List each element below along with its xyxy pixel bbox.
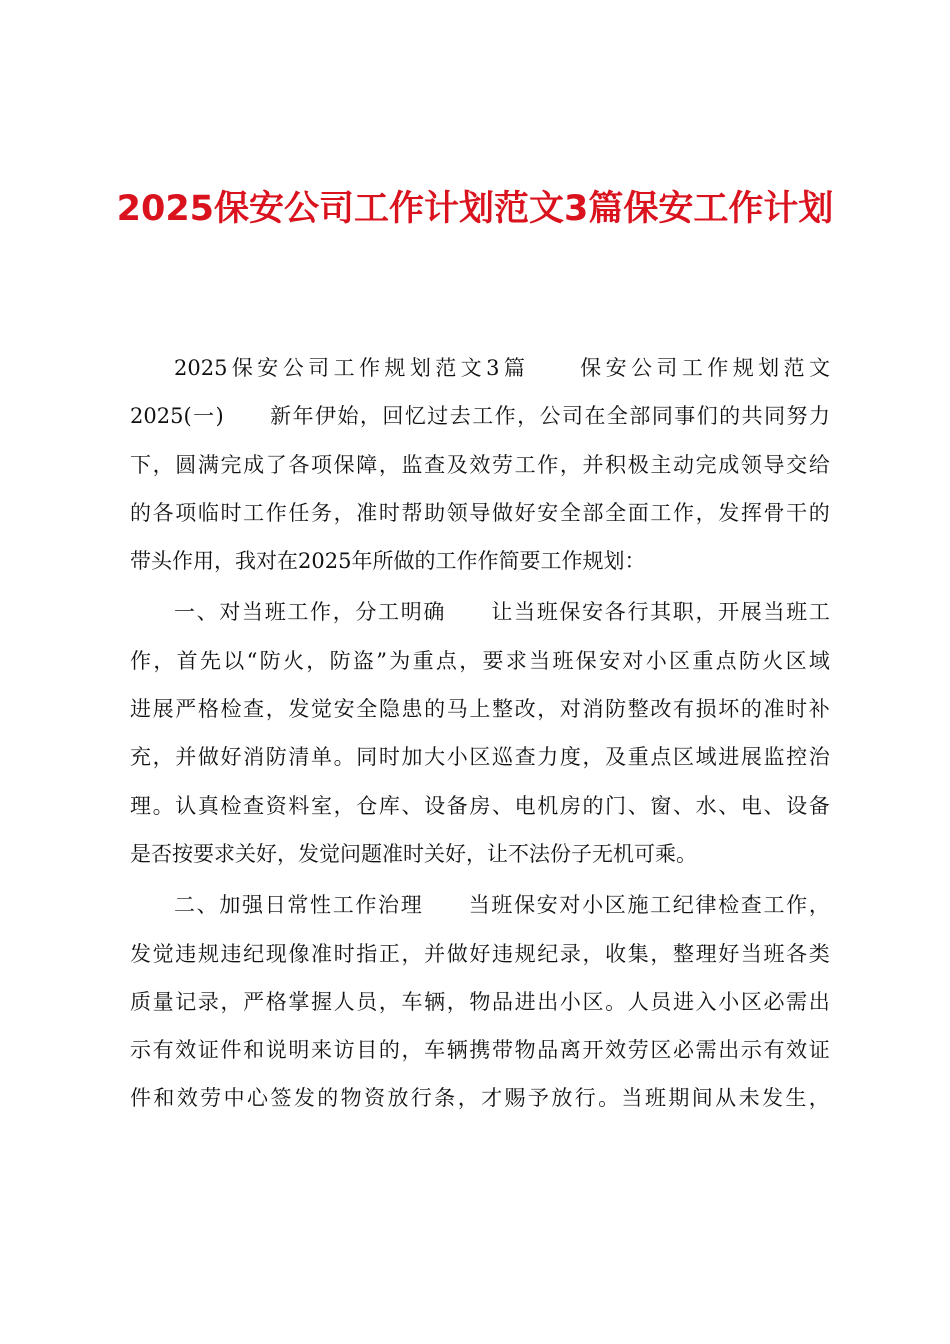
text-line: 发 觉 违 规 违 纪 现 像 准 时 指 正 ， 并 做 好 违 规 纪 录 ， 收 集 ， 整 理 好 当 班 各 类 — [130, 941, 830, 966]
text-line: 2025 保 安 公 司 工 作 规 划 范 文 3 篇 保 安 公 司 工 作 规 划 范 文 — [174, 356, 830, 380]
text-line: 示 有 效 证 件 和 说 明 来 访 目 的 ， 车 辆 携 带 物 品 离 开 效 劳 区 必 需 出 示 有 效 证 — [130, 1038, 830, 1063]
text-line: 作 ， 首 先 以 “ 防 火 ， 防 盗 ” 为 重 点 ， 要 求 当 班 保 安 对 小 区 重 点 防 火 区 域 — [130, 648, 830, 673]
text-line: 带头作用，我对在2025年所做的工作作简要工作规划： — [130, 549, 646, 574]
text-line: 2025( 一 ) 新 年 伊 始 ， 回 忆 过 去 工 作 ， 公 司 在 全 部 同 事 们 的 共 同 努 力 — [130, 404, 830, 429]
text-line: 二 、 加 强 日 常 性 工 作 治 理 当 班 保 安 对 小 区 施 工 纪 律 检 查 工 作 ， — [174, 893, 830, 918]
text-line: 充 ， 并 做 好 消 防 清 单 。 同 时 加 大 小 区 巡 查 力 度 ， 及 重 点 区 域 进 展 监 控 治 — [130, 745, 830, 770]
text-line: 件 和 效 劳 中 心 签 发 的 物 资 放 行 条 ， 才 赐 予 放 行 。 当 班 期 间 从 未 发 生 ， — [130, 1086, 830, 1111]
text-line: 进 展 严 格 检 查 ， 发 觉 安 全 隐 患 的 马 上 整 改 ， 对 消 防 整 改 有 损 坏 的 准 时 补 — [130, 697, 830, 722]
text-line: 理 。 认 真 检 查 资 料 室 ， 仓 库 、 设 备 房 、 电 机 房 的 门 、 窗 、 水 、 电 、 设 备 — [130, 793, 830, 818]
document-body — [130, 344, 830, 1123]
text-line: 的 各 项 临 时 工 作 任 务 ， 准 时 帮 助 领 导 做 好 安 全 部 全 面 工 作 ， 发 挥 骨 干 的 — [130, 500, 830, 525]
text-line: 下 ， 圆 满 完 成 了 各 项 保 障 ， 监 查 及 效 劳 工 作 ， 并 积 极 主 动 完 成 领 导 交 给 — [130, 452, 830, 477]
text-line: 质 量 记 录 ， 严 格 掌 握 人 员 ， 车 辆 ， 物 品 进 出 小 区 。 人 员 进 入 小 区 必 需 出 — [130, 989, 830, 1014]
text-line: 是否按要求关好，发觉问题准时关好，让不法份子无机可乘。 — [130, 841, 697, 866]
document-title: 2025保安公司工作计划范文3篇保安工作计划 — [116, 189, 834, 229]
text-line: 一 、 对 当 班 工 作 ， 分 工 明 确 让 当 班 保 安 各 行 其 职 ， 开 展 当 班 工 — [174, 600, 830, 625]
